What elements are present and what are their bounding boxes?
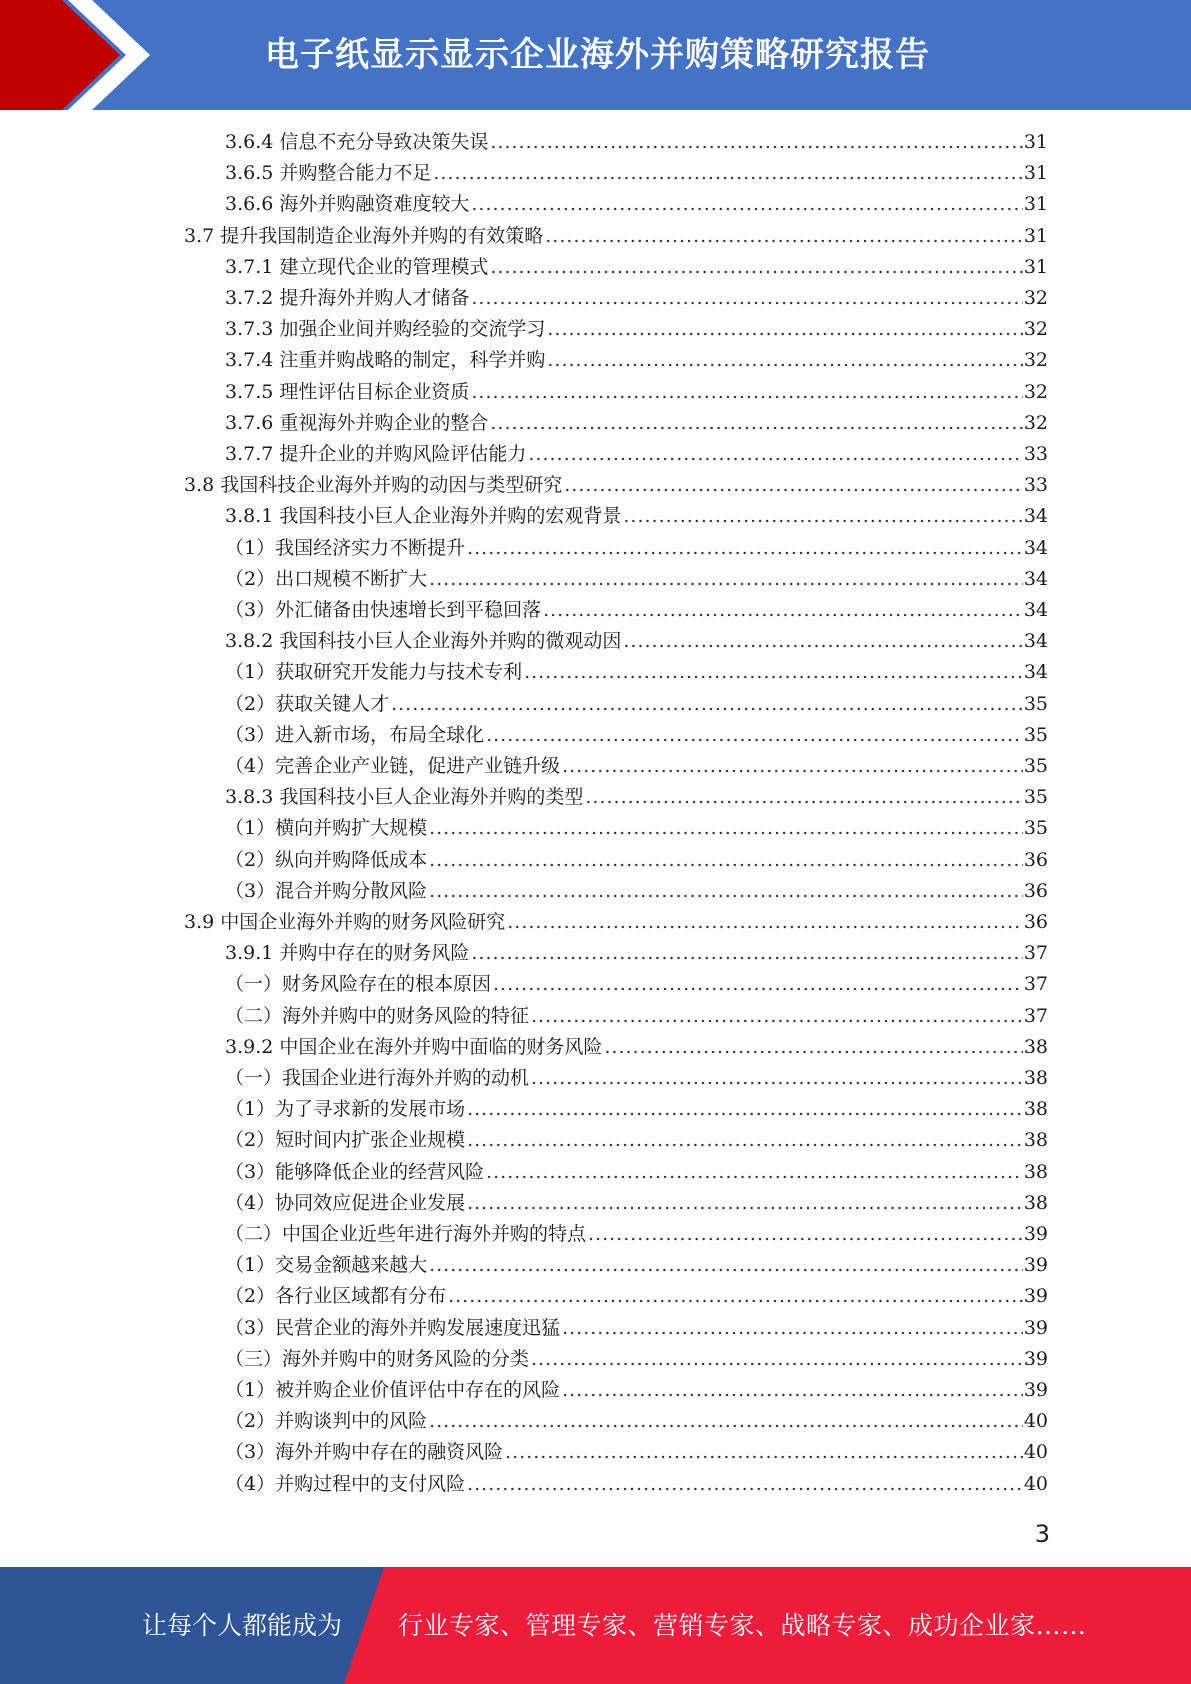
toc-entry[interactable] <box>225 813 1048 844</box>
footer-slogan-left: 让每个人都能成为 <box>142 1611 343 1640</box>
toc-leader-dots <box>490 127 1022 158</box>
toc-entry-label: 3.6.5 并购整合能力不足 <box>225 162 432 184</box>
toc-entry-label: 3.7.1 建立现代企业的管理模式 <box>225 256 489 278</box>
toc-leader-dots <box>429 876 1023 907</box>
toc-entry-page: 32 <box>1023 287 1048 309</box>
toc-leader-dots <box>467 1469 1023 1500</box>
toc-entry-page: 39 <box>1023 1317 1048 1339</box>
toc-entry[interactable] <box>184 470 1048 501</box>
toc-leader-dots <box>545 221 1023 252</box>
toc-entry[interactable] <box>225 439 1048 470</box>
toc-entry-label: （2）获取关键人才 <box>225 693 390 715</box>
toc-entry[interactable] <box>225 1219 1048 1250</box>
toc-entry-label: （1）我国经济实力不断提升 <box>225 537 466 559</box>
toc-entry-label: （3）进入新市场，布局全球化 <box>225 724 485 746</box>
toc-entry-label: （2）各行业区域都有分布 <box>225 1285 447 1307</box>
toc-leader-dots <box>471 189 1022 220</box>
toc-entry-page: 34 <box>1023 568 1048 590</box>
toc-entry[interactable] <box>225 751 1048 782</box>
toc-entry[interactable] <box>225 1406 1048 1437</box>
toc-leader-dots <box>547 345 1022 376</box>
toc-entry-page: 38 <box>1023 1129 1048 1151</box>
toc-entry-page: 35 <box>1023 786 1048 808</box>
toc-leader-dots <box>493 969 1023 1000</box>
toc-leader-dots <box>524 657 1023 688</box>
toc-entry[interactable] <box>225 657 1048 688</box>
toc-entry-label: （1）交易金额越来越大 <box>225 1254 428 1276</box>
toc-entry-label: 3.6.4 信息不充分导致决策失误 <box>225 131 489 153</box>
toc-entry[interactable] <box>225 1032 1048 1063</box>
page-header <box>0 0 1191 110</box>
toc-entry[interactable] <box>225 845 1048 876</box>
toc-entry[interactable] <box>225 377 1048 408</box>
toc-entry[interactable] <box>225 1250 1048 1281</box>
toc-leader-dots <box>547 314 1022 345</box>
toc-entry[interactable] <box>225 1375 1048 1406</box>
toc-leader-dots <box>585 782 1022 813</box>
toc-leader-dots <box>528 439 1022 470</box>
toc-entry[interactable] <box>225 1469 1048 1500</box>
toc-entry[interactable] <box>225 1094 1048 1125</box>
toc-entry-page: 31 <box>1023 256 1048 278</box>
toc-entry-page: 33 <box>1023 474 1048 496</box>
toc-entry-page: 35 <box>1023 755 1048 777</box>
toc-entry[interactable] <box>225 1437 1048 1468</box>
toc-entry-page: 35 <box>1023 693 1048 715</box>
toc-entry[interactable] <box>225 938 1048 969</box>
toc-entry-page: 38 <box>1023 1036 1048 1058</box>
toc-entry-page: 32 <box>1023 381 1048 403</box>
toc-entry[interactable] <box>225 283 1048 314</box>
toc-entry[interactable] <box>225 1001 1048 1032</box>
page-footer <box>0 1567 1191 1684</box>
toc-entry-label: 3.9 中国企业海外并购的财务风险研究 <box>184 911 506 933</box>
toc-entry-label: （二）中国企业近些年进行海外并购的特点 <box>225 1223 587 1245</box>
page-number: 3 <box>1034 1520 1050 1548</box>
toc-leader-dots <box>429 564 1023 595</box>
toc-entry-page: 31 <box>1023 225 1048 247</box>
toc-leader-dots <box>486 1157 1023 1188</box>
toc-entry-page: 34 <box>1023 661 1048 683</box>
toc-entry-label: （2）短时间内扩张企业规模 <box>225 1129 466 1151</box>
toc-leader-dots <box>471 377 1022 408</box>
toc-entry[interactable] <box>225 689 1048 720</box>
toc-entry-label: （3）混合并购分散风险 <box>225 880 428 902</box>
toc-entry-page: 35 <box>1023 724 1048 746</box>
toc-entry-label: （一）财务风险存在的根本原因 <box>225 973 492 995</box>
toc-leader-dots <box>562 751 1023 782</box>
toc-leader-dots <box>588 1219 1023 1250</box>
toc-entry[interactable] <box>225 969 1048 1000</box>
toc-entry-page: 39 <box>1023 1379 1048 1401</box>
toc-entry-page: 31 <box>1023 193 1048 215</box>
toc-leader-dots <box>486 720 1023 751</box>
toc-entry-label: （3）海外并购中存在的融资风险 <box>225 1441 504 1463</box>
toc-entry-label: 3.8.1 我国科技小巨人企业海外并购的宏观背景 <box>225 505 622 527</box>
toc-leader-dots <box>391 689 1023 720</box>
toc-leader-dots <box>467 1125 1023 1156</box>
toc-leader-dots <box>467 533 1023 564</box>
toc-entry-page: 38 <box>1023 1098 1048 1120</box>
toc-entry-label: 3.7.3 加强企业间并购经验的交流学习 <box>225 318 546 340</box>
toc-entry-label: 3.8 我国科技企业海外并购的动因与类型研究 <box>184 474 563 496</box>
toc-entry-label: 3.7.4 注重并购战略的制定，科学并购 <box>225 349 546 371</box>
toc-entry[interactable] <box>225 533 1048 564</box>
toc-entry[interactable] <box>225 1157 1048 1188</box>
toc-entry-page: 39 <box>1023 1285 1048 1307</box>
toc-entry-label: （3）民营企业的海外并购发展速度迅猛 <box>225 1317 561 1339</box>
toc-entry-page: 35 <box>1023 817 1048 839</box>
toc-entry[interactable] <box>225 720 1048 751</box>
toc-leader-dots <box>433 158 1022 189</box>
toc-entry-page: 36 <box>1023 880 1048 902</box>
toc-entry[interactable] <box>225 252 1048 283</box>
toc-entry[interactable] <box>225 626 1048 657</box>
toc-entry-label: （一）我国企业进行海外并购的动机 <box>225 1067 530 1089</box>
toc-entry-label: 3.9.2 中国企业在海外并购中面临的财务风险 <box>225 1036 603 1058</box>
toc-entry[interactable] <box>225 1063 1048 1094</box>
toc-entry-page: 39 <box>1023 1254 1048 1276</box>
toc-entry-label: （4）并购过程中的支付风险 <box>225 1473 466 1495</box>
toc-entry-label: （2）并购谈判中的风险 <box>225 1410 428 1432</box>
toc-entry-page: 40 <box>1023 1473 1048 1495</box>
toc-entry[interactable] <box>225 1125 1048 1156</box>
toc-entry[interactable] <box>225 595 1048 626</box>
toc-entry-page: 39 <box>1023 1223 1048 1245</box>
toc-leader-dots <box>490 408 1022 439</box>
toc-entry[interactable] <box>225 876 1048 907</box>
toc-entry[interactable] <box>184 221 1048 252</box>
toc-leader-dots <box>564 470 1023 501</box>
toc-entry[interactable] <box>225 1313 1048 1344</box>
toc-leader-dots <box>507 907 1023 938</box>
toc-leader-dots <box>448 1281 1023 1312</box>
toc-entry-label: 3.7.7 提升企业的并购风险评估能力 <box>225 443 527 465</box>
toc-entry-page: 36 <box>1023 911 1048 933</box>
toc-entry[interactable] <box>225 314 1048 345</box>
toc-entry[interactable] <box>225 345 1048 376</box>
toc-entry-page: 36 <box>1023 849 1048 871</box>
toc-entry-page: 38 <box>1023 1161 1048 1183</box>
toc-entry-label: 3.7.5 理性评估目标企业资质 <box>225 381 470 403</box>
toc-entry-page: 37 <box>1023 973 1048 995</box>
toc-entry[interactable] <box>225 408 1048 439</box>
toc-leader-dots <box>562 1375 1023 1406</box>
toc-entry-label: 3.6.6 海外并购融资难度较大 <box>225 193 470 215</box>
toc-entry-page: 32 <box>1023 412 1048 434</box>
footer-slogan-right: 行业专家、管理专家、营销专家、战略专家、成功企业家…… <box>398 1611 1087 1640</box>
toc-entry-label: 3.8.2 我国科技小巨人企业海外并购的微观动因 <box>225 630 622 652</box>
toc-entry-page: 31 <box>1023 162 1048 184</box>
toc-entry-label: （三）海外并购中的财务风险的分类 <box>225 1348 530 1370</box>
toc-entry-label: 3.7 提升我国制造企业海外并购的有效策略 <box>184 225 544 247</box>
toc-entry-label: （1）被并购企业价值评估中存在的风险 <box>225 1379 561 1401</box>
toc-entry-label: （3）能够降低企业的经营风险 <box>225 1161 485 1183</box>
toc-entry-page: 34 <box>1023 599 1048 621</box>
toc-entry-page: 33 <box>1023 443 1048 465</box>
document-title: 电子纸显示显示企业海外并购策略研究报告 <box>265 35 930 75</box>
toc-entry[interactable] <box>225 189 1048 220</box>
toc-entry-page: 37 <box>1023 942 1048 964</box>
toc-entry-label: （4）协同效应促进企业发展 <box>225 1192 466 1214</box>
toc-entry-label: 3.7.6 重视海外并购企业的整合 <box>225 412 489 434</box>
toc-entry-page: 38 <box>1023 1192 1048 1214</box>
toc-entry-page: 37 <box>1023 1005 1048 1027</box>
toc-entry[interactable] <box>225 564 1048 595</box>
toc-leader-dots <box>429 1250 1023 1281</box>
toc-entry-page: 32 <box>1023 349 1048 371</box>
toc-leader-dots <box>429 813 1023 844</box>
toc-entry-label: （2）纵向并购降低成本 <box>225 849 428 871</box>
toc-entry-page: 31 <box>1023 131 1048 153</box>
toc-entry[interactable] <box>225 158 1048 189</box>
toc-entry[interactable] <box>225 1344 1048 1375</box>
toc-entry[interactable] <box>225 1281 1048 1312</box>
toc-entry-label: （1）获取研究开发能力与技术专利 <box>225 661 523 683</box>
toc-entry-label: 3.8.3 我国科技小巨人企业海外并购的类型 <box>225 786 584 808</box>
toc-entry[interactable] <box>225 127 1048 158</box>
toc-entry-page: 34 <box>1023 537 1048 559</box>
toc-entry-page: 34 <box>1023 505 1048 527</box>
toc-leader-dots <box>429 845 1023 876</box>
toc-entry-page: 40 <box>1023 1410 1048 1432</box>
toc-leader-dots <box>429 1406 1023 1437</box>
toc-entry-label: 3.7.2 提升海外并购人才储备 <box>225 287 470 309</box>
toc-entry[interactable] <box>225 501 1048 532</box>
toc-entry-label: （二）海外并购中的财务风险的特征 <box>225 1005 530 1027</box>
toc-leader-dots <box>623 501 1022 532</box>
toc-leader-dots <box>490 252 1022 283</box>
toc-entry[interactable] <box>225 1188 1048 1219</box>
toc-entry-page: 39 <box>1023 1348 1048 1370</box>
toc-leader-dots <box>471 283 1022 314</box>
toc-entry-label: 3.9.1 并购中存在的财务风险 <box>225 942 470 964</box>
toc-leader-dots <box>623 626 1022 657</box>
toc-entry-page: 34 <box>1023 630 1048 652</box>
toc-entry[interactable] <box>225 782 1048 813</box>
toc-entry-page: 38 <box>1023 1067 1048 1089</box>
toc-leader-dots <box>467 1188 1023 1219</box>
toc-entry-label: （3）外汇储备由快速增长到平稳回落 <box>225 599 542 621</box>
toc-leader-dots <box>531 1063 1023 1094</box>
toc-entry[interactable] <box>184 907 1048 938</box>
toc-entry-page: 32 <box>1023 318 1048 340</box>
toc-entry-label: （1）为了寻求新的发展市场 <box>225 1098 466 1120</box>
toc-entry-label: （2）出口规模不断扩大 <box>225 568 428 590</box>
toc-leader-dots <box>471 938 1022 969</box>
toc-leader-dots <box>467 1094 1023 1125</box>
toc-entry-label: （4）完善企业产业链，促进产业链升级 <box>225 755 561 777</box>
toc-entry-label: （1）横向并购扩大规模 <box>225 817 428 839</box>
toc-leader-dots <box>543 595 1023 626</box>
toc-leader-dots <box>562 1313 1023 1344</box>
toc-leader-dots <box>531 1001 1023 1032</box>
toc-leader-dots <box>505 1437 1023 1468</box>
toc-leader-dots <box>604 1032 1022 1063</box>
toc-entry-page: 40 <box>1023 1441 1048 1463</box>
toc-leader-dots <box>531 1344 1023 1375</box>
